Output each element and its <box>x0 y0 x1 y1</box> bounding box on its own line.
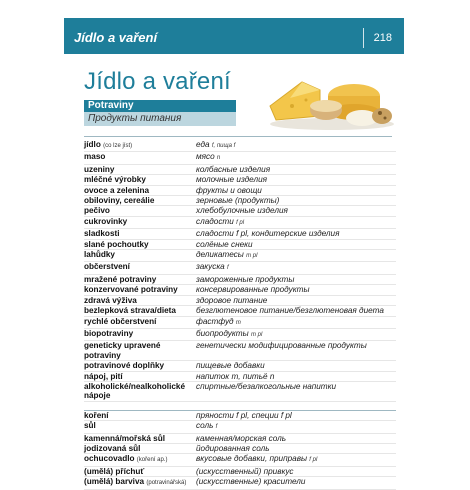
entry-row <box>84 186 396 196</box>
entry-russian-text: йодированная соль <box>196 443 270 453</box>
entry-russian-text: безглютеновое питание/безглютеновая диета <box>196 306 384 316</box>
entry-russian <box>196 341 396 360</box>
entry-czech <box>84 477 196 488</box>
entry-row <box>84 329 396 341</box>
entry-czech-text: nápoj, pití <box>84 371 123 381</box>
entry-row <box>84 229 396 239</box>
entry-czech-text: lahůdky <box>84 250 115 260</box>
entry-czech-text: kamenná/mořská sůl <box>84 433 166 443</box>
entry-czech <box>84 444 196 453</box>
entry-row <box>84 361 396 371</box>
entry-czech <box>84 262 196 273</box>
entry-russian-text: напиток m, питьё n <box>196 371 275 381</box>
entry-czech-text: maso <box>84 152 106 162</box>
entry-row <box>84 454 396 466</box>
entry-russian-grammar: f pl <box>236 219 245 226</box>
entry-czech <box>84 382 196 401</box>
entry-row <box>84 421 396 433</box>
entry-czech-text: ovoce a zelenina <box>84 185 150 195</box>
entry-czech-text: alkoholické/nealkoholické nápoje <box>84 381 186 401</box>
entry-russian-text: еда <box>196 140 210 149</box>
entry-russian <box>196 421 396 432</box>
entry-russian-text: колбасные изделия <box>196 164 271 174</box>
entry-russian-grammar: f pl <box>309 457 318 464</box>
entry-russian-text: пряности f pl, специи f pl <box>196 410 292 420</box>
entry-czech-text: koření <box>84 410 109 420</box>
entry-russian <box>196 196 396 205</box>
entry-russian <box>196 411 396 420</box>
entry-russian-text: (искусственный) привкус <box>196 466 294 476</box>
entry-czech <box>84 329 196 340</box>
entry-russian-text: закуска <box>196 262 225 272</box>
entry-czech-text: sladkosti <box>84 229 120 239</box>
entry-row <box>84 341 396 361</box>
entry-row <box>84 372 396 382</box>
entry-russian-text: консервированные продукты <box>196 285 310 295</box>
entry-russian <box>196 285 396 294</box>
entry-czech-text: jídlo <box>84 140 101 149</box>
entry-russian-text: замороженные продукты <box>196 274 295 284</box>
entry-czech <box>84 206 196 215</box>
entry-row <box>84 262 396 274</box>
entry-czech-text: sůl <box>84 421 96 431</box>
entry-russian-text: каменная/морская соль <box>196 433 287 443</box>
entry-czech <box>84 361 196 370</box>
entry-row <box>84 434 396 444</box>
entry-russian-grammar: f, пища f <box>211 143 236 149</box>
entry-russian-text: биопродукты <box>196 328 249 338</box>
entry-russian <box>196 477 396 488</box>
entry-russian <box>196 296 396 305</box>
entry-czech-text: bezlepková strava/dieta <box>84 306 176 316</box>
entry-row <box>84 296 396 306</box>
entry-czech <box>84 296 196 305</box>
entry-row <box>84 152 396 164</box>
entry-russian <box>196 306 396 315</box>
entry-russian-grammar: m <box>235 319 241 326</box>
entry-russian <box>196 186 396 195</box>
entry-row <box>84 285 396 295</box>
entry-czech <box>84 317 196 328</box>
page-number: 218 <box>373 32 392 44</box>
entry-czech-text: konzervované potraviny <box>84 285 178 295</box>
entry-row <box>84 477 396 489</box>
entry-czech <box>84 341 196 360</box>
entry-row <box>84 382 396 402</box>
entry-czech <box>84 285 196 294</box>
entry-czech <box>84 250 196 261</box>
entry-row <box>84 140 396 152</box>
entry-russian-text: мясо <box>196 152 215 162</box>
entry-czech-text: obiloviny, cereálie <box>84 196 155 206</box>
entry-russian <box>196 229 396 238</box>
entry-czech-text: (umělá) barviva <box>84 477 145 487</box>
entry-russian <box>196 250 396 261</box>
entry-russian <box>196 361 396 370</box>
entry-czech-note: (co lze jíst) <box>103 143 133 149</box>
entry-russian <box>196 329 396 340</box>
entry-czech <box>84 467 196 476</box>
entry-czech-text: slané pochoutky <box>84 239 149 249</box>
entry-czech-note: (potravinářská) <box>146 480 187 487</box>
entry-russian-grammar: m pl <box>246 253 258 260</box>
entry-czech-text: potravinové doplňky <box>84 361 165 371</box>
entry-czech <box>84 454 196 465</box>
entry-russian <box>196 382 396 401</box>
entry-russian <box>196 444 396 453</box>
header-divider <box>363 28 364 48</box>
entry-czech-text: ochucovadlo <box>84 454 135 464</box>
entry-russian-grammar: f <box>227 265 229 272</box>
entry-czech-note: (koření ap.) <box>136 457 168 464</box>
entry-row <box>84 175 396 185</box>
entry-czech <box>84 434 196 443</box>
entry-czech <box>84 140 196 151</box>
entry-russian <box>196 262 396 273</box>
entry-russian-text: (искусственные) красители <box>196 477 306 487</box>
entry-russian <box>196 467 396 476</box>
entry-czech-text: biopotraviny <box>84 328 134 338</box>
entry-czech <box>84 240 196 249</box>
entry-row <box>84 240 396 250</box>
entry-czech <box>84 229 196 238</box>
chapter-title: Jídlo a vaření <box>84 68 231 95</box>
entry-czech-text: občerstvení <box>84 262 130 272</box>
entry-czech-text: rychlé občerstvení <box>84 316 157 326</box>
entry-russian-grammar: f <box>215 424 218 431</box>
entry-russian <box>196 217 396 228</box>
entry-czech-text: mléčné výrobky <box>84 175 146 185</box>
entry-russian-text: сладости f pl, кондитерские изделия <box>196 229 340 239</box>
entry-row <box>84 250 396 262</box>
entry-russian-grammar: n <box>216 155 221 162</box>
entry-czech <box>84 186 196 195</box>
entry-russian-text: фастфуд <box>196 316 234 326</box>
entry-row <box>84 317 396 329</box>
entries-list <box>84 140 396 490</box>
entry-russian-text: пищевые добавки <box>196 361 265 371</box>
section-title-ru: Продукты питания <box>84 112 236 126</box>
entry-russian <box>196 152 396 163</box>
entry-czech <box>84 372 196 381</box>
dictionary-page <box>64 18 404 487</box>
entry-czech <box>84 165 196 174</box>
entry-row <box>84 206 396 216</box>
entry-czech <box>84 411 196 420</box>
entry-russian <box>196 317 396 328</box>
entry-russian-text: молочные изделия <box>196 175 268 185</box>
entry-czech <box>84 152 196 163</box>
entry-czech <box>84 217 196 228</box>
entry-russian <box>196 175 396 184</box>
entry-czech-text: uzeniny <box>84 164 115 174</box>
entry-russian-text: зерновые (продукты) <box>196 196 280 206</box>
entry-czech <box>84 175 196 184</box>
entry-czech-text: pečivo <box>84 206 110 216</box>
entry-russian <box>196 372 396 381</box>
entry-czech-text: mražené potraviny <box>84 274 157 284</box>
entry-row <box>84 275 396 285</box>
entry-row <box>84 444 396 454</box>
entry-russian-text: деликатесы <box>196 250 244 260</box>
header-title: Jídlo a vaření <box>74 30 158 45</box>
entry-row <box>84 411 396 421</box>
entry-row <box>84 467 396 477</box>
section-title-cz: Potraviny <box>84 100 236 112</box>
entry-row <box>84 217 396 229</box>
entry-russian-text: фрукты и овощи <box>196 185 262 195</box>
entry-russian <box>196 206 396 215</box>
page-header <box>64 18 404 54</box>
entry-czech-text: jodizovaná sůl <box>84 443 141 453</box>
entry-russian <box>196 434 396 443</box>
entry-czech-text: cukrovinky <box>84 216 128 226</box>
entry-russian-grammar: m pl <box>250 331 263 338</box>
entry-russian <box>196 454 396 465</box>
entry-czech <box>84 196 196 205</box>
entry-czech-text: zdravá výživa <box>84 295 137 305</box>
entry-russian-text: вкусовые добавки, приправы <box>196 454 308 464</box>
entry-russian <box>196 165 396 174</box>
entry-russian-text: хлебобулочные изделия <box>196 206 288 216</box>
divider <box>84 136 392 137</box>
entry-russian-text: соль <box>196 421 214 431</box>
entry-czech <box>84 421 196 432</box>
entry-czech <box>84 275 196 284</box>
entry-russian-text: спиртные/безалкогольные напитки <box>196 381 337 391</box>
entry-russian <box>196 275 396 284</box>
entry-russian-text: солёные снеки <box>196 239 253 249</box>
entry-russian <box>196 140 396 151</box>
entry-russian-text: здоровое питание <box>196 295 268 305</box>
entry-russian <box>196 240 396 249</box>
entry-russian-text: сладости <box>196 216 234 226</box>
entry-row <box>84 196 396 206</box>
entry-russian-text: генетически модифицированные продукты <box>196 341 367 351</box>
entry-row <box>84 165 396 175</box>
entry-row <box>84 306 396 316</box>
entry-czech-text: geneticky upravené potraviny <box>84 341 161 360</box>
cheese-illustration <box>262 66 394 130</box>
entry-czech-text: (umělá) příchuť <box>84 466 145 476</box>
entry-czech <box>84 306 196 315</box>
group-divider <box>84 402 396 411</box>
